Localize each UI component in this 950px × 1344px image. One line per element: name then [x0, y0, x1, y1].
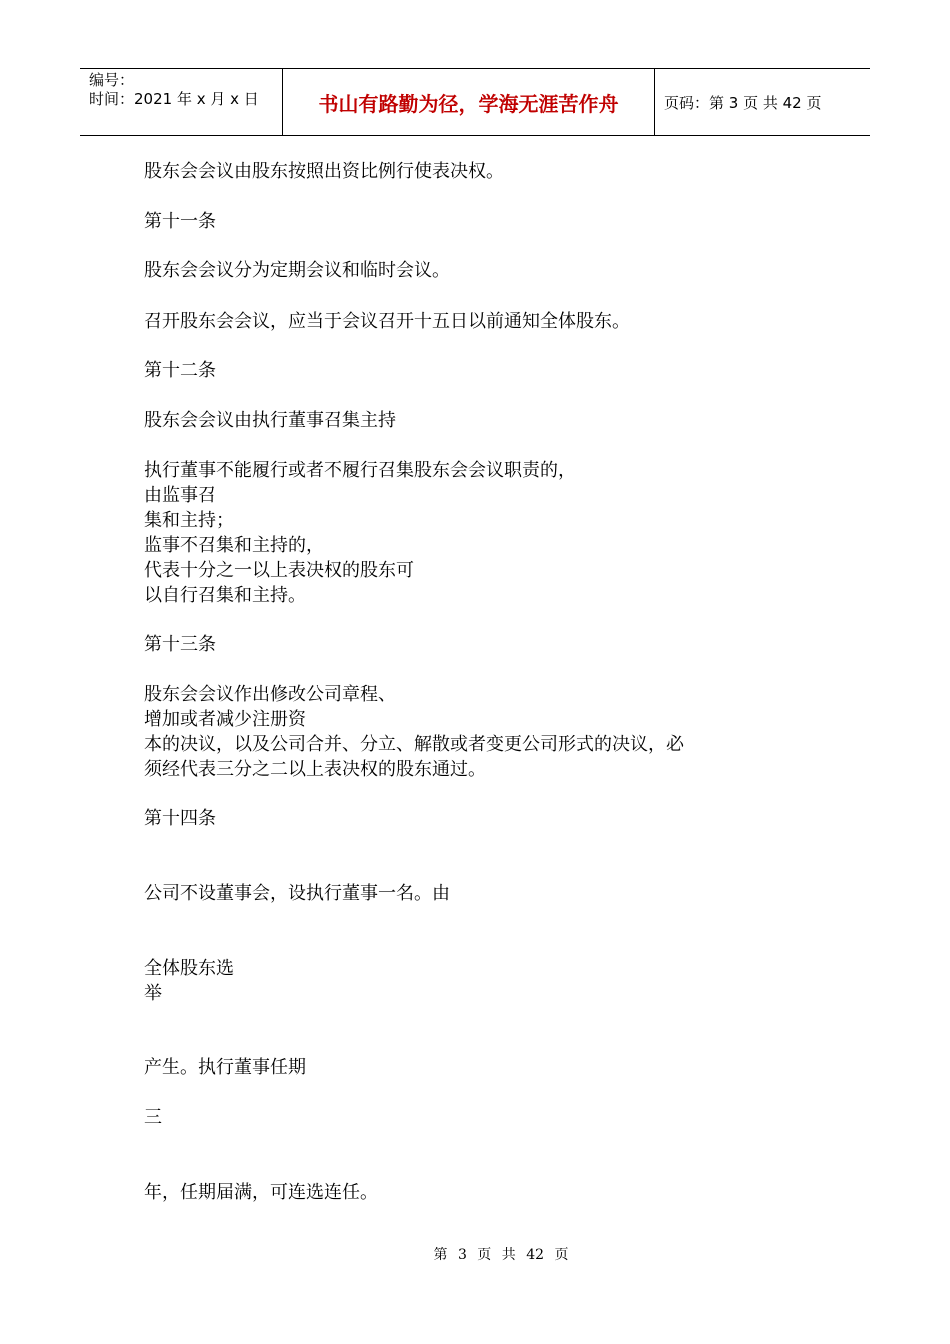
body-line: 由监事召 — [144, 485, 216, 506]
article-heading: 第十四条 — [144, 808, 216, 829]
body-line: 三 — [144, 1107, 162, 1128]
body-line: 全体股东选 — [144, 958, 234, 979]
body-line: 公司不设董事会，设执行董事一名。由 — [144, 883, 450, 904]
body-line: 举 — [144, 983, 162, 1004]
document-date: 时间：2021 年 x 月 x 日 — [89, 90, 259, 108]
header-info-cell — [80, 69, 282, 135]
body-line: 年，任期届满，可连选连任。 — [144, 1182, 378, 1203]
header-motto: 书山有路勤为径，学海无涯苦作舟 — [318, 92, 619, 116]
header-motto-cell — [282, 69, 655, 135]
body-line: 增加或者减少注册资 — [144, 709, 306, 730]
body-line: 以自行召集和主持。 — [144, 585, 306, 606]
body-line: 股东会会议由股东按照出资比例行使表决权。 — [144, 161, 504, 182]
article-heading: 第十一条 — [144, 211, 216, 232]
page-footer: 第 3 页 共 42 页 — [433, 1247, 569, 1263]
body-line: 须经代表三分之二以上表决权的股东通过。 — [144, 759, 486, 780]
body-line: 监事不召集和主持的， — [144, 535, 324, 556]
body-line: 集和主持； — [144, 510, 234, 531]
header-page-info: 页码：第 3 页 共 42 页 — [664, 94, 822, 112]
body-line: 执行董事不能履行或者不履行召集股东会会议职责的， — [144, 460, 576, 481]
article-heading: 第十二条 — [144, 360, 216, 381]
document-number-label: 编号： — [89, 71, 135, 89]
body-line: 股东会会议由执行董事召集主持 — [144, 410, 396, 431]
body-line: 代表十分之一以上表决权的股东可 — [144, 560, 414, 581]
body-line: 本的决议，以及公司合并、分立、解散或者变更公司形式的决议，必 — [144, 734, 684, 755]
article-heading: 第十三条 — [144, 634, 216, 655]
body-line: 股东会会议分为定期会议和临时会议。 — [144, 260, 450, 281]
body-line: 召开股东会会议，应当于会议召开十五日以前通知全体股东。 — [144, 311, 630, 332]
header-page-cell — [655, 69, 870, 135]
page-header — [80, 68, 870, 136]
body-line: 产生。执行董事任期 — [144, 1057, 306, 1078]
body-line: 股东会会议作出修改公司章程、 — [144, 684, 396, 705]
